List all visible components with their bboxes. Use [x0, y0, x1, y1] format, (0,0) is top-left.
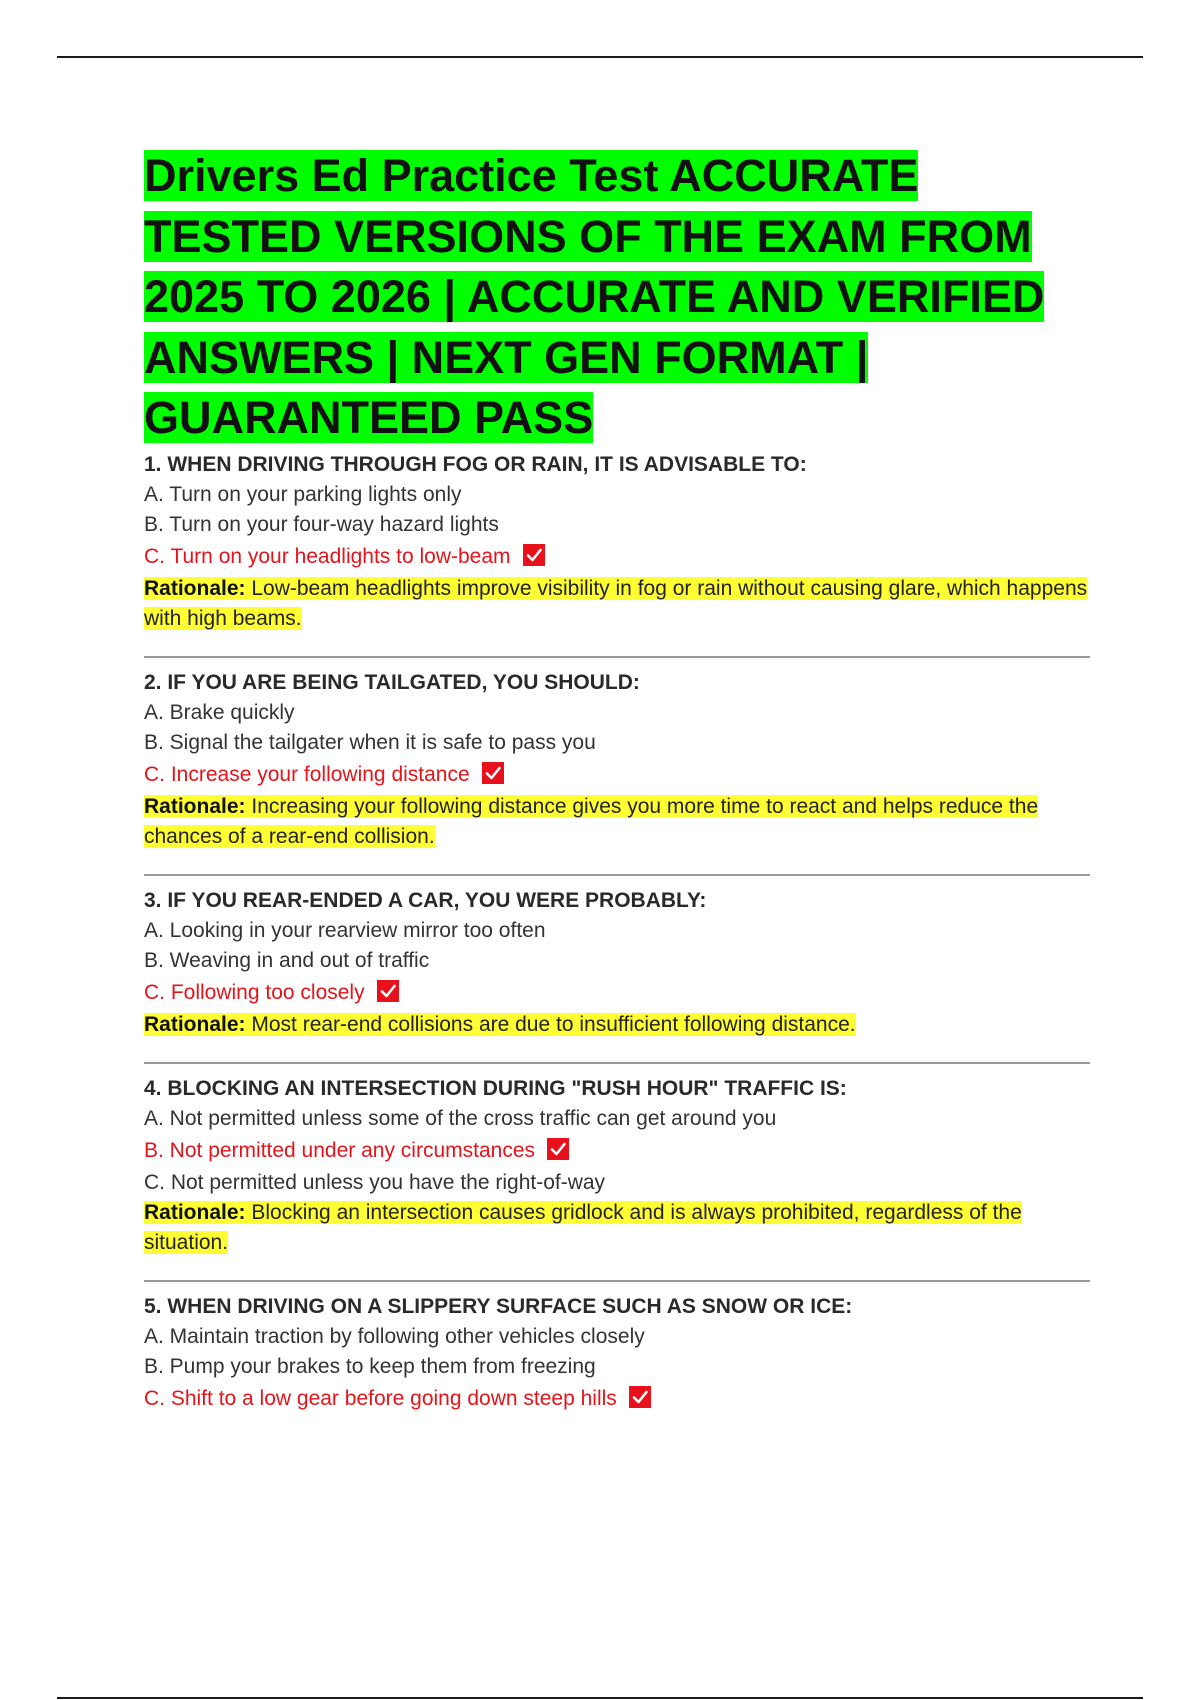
document-body — [144, 146, 1090, 1416]
answer-option-b: B. Signal the tailgater when it is safe to pass you — [144, 730, 596, 754]
correct-answer-text: C. Shift to a low gear before going down steep hills — [144, 1386, 617, 1410]
checkmark-icon — [629, 1386, 651, 1408]
answer-option-b: B. Pump your brakes to keep them from freezing — [144, 1354, 596, 1378]
correct-answer-text: C. Increase your following distance — [144, 762, 470, 786]
question-heading: 5. WHEN DRIVING ON A SLIPPERY SURFACE SUCH AS SNOW OR ICE: — [144, 1294, 853, 1318]
question-divider — [144, 656, 1090, 658]
question-3 — [144, 886, 1090, 1040]
checkmark-icon — [523, 544, 545, 566]
rationale — [144, 792, 1090, 852]
correct-answer-option — [144, 1134, 1090, 1168]
correct-answer-option — [144, 540, 1090, 574]
rationale — [144, 1010, 1090, 1040]
question-4 — [144, 1074, 1090, 1258]
question-5 — [144, 1292, 1090, 1416]
answer-option-a: A. Looking in your rearview mirror too often — [144, 918, 546, 942]
question-heading: 4. BLOCKING AN INTERSECTION DURING "RUSH HOUR" TRAFFIC IS: — [144, 1076, 847, 1100]
correct-answer-text: C. Turn on your headlights to low-beam — [144, 544, 511, 568]
rationale-text: Low-beam headlights improve visibility in fog or rain without causing glare, which happens with high beams. — [144, 576, 1088, 630]
rationale-text: Increasing your following distance gives you more time to react and helps reduce the chances of a rear-end collision. — [144, 794, 1039, 848]
document-title-text: Drivers Ed Practice Test ACCURATE TESTED VERSIONS OF THE EXAM FROM 2025 TO 2026 | ACCURATE AND VERIFIED ANSWERS | NEXT GEN FORMAT | GUARANTEED PASS — [144, 150, 1045, 443]
question-divider — [144, 1062, 1090, 1064]
rationale-label: Rationale: — [144, 794, 246, 818]
header-rule — [57, 56, 1143, 58]
rationale — [144, 574, 1090, 634]
correct-answer-text: B. Not permitted under any circumstances — [144, 1138, 536, 1162]
correct-answer-option — [144, 976, 1090, 1010]
correct-answer-option — [144, 1382, 1090, 1416]
question-heading: 2. IF YOU ARE BEING TAILGATED, YOU SHOULD: — [144, 670, 640, 694]
answer-option-b: B. Turn on your four-way hazard lights — [144, 512, 499, 536]
rationale-label: Rationale: — [144, 1012, 246, 1036]
rationale-label: Rationale: — [144, 1200, 246, 1224]
rationale-text: Blocking an intersection causes gridlock and is always prohibited, regardless of the situation. — [144, 1200, 1022, 1254]
checkmark-icon — [377, 980, 399, 1002]
answer-option-a: A. Brake quickly — [144, 700, 295, 724]
correct-answer-text: C. Following too closely — [144, 980, 365, 1004]
answer-option-a: A. Not permitted unless some of the cross traffic can get around you — [144, 1106, 777, 1130]
correct-answer-option — [144, 758, 1090, 792]
answer-option-b: B. Weaving in and out of traffic — [144, 948, 430, 972]
rationale-label: Rationale: — [144, 576, 246, 600]
checkmark-icon — [547, 1138, 569, 1160]
answer-option-a: A. Maintain traction by following other vehicles closely — [144, 1324, 645, 1348]
question-heading: 3. IF YOU REAR-ENDED A CAR, YOU WERE PROBABLY: — [144, 888, 707, 912]
question-divider — [144, 874, 1090, 876]
rationale — [144, 1198, 1090, 1258]
question-2 — [144, 668, 1090, 852]
rationale-text: Most rear-end collisions are due to insufficient following distance. — [251, 1012, 856, 1036]
checkmark-icon — [482, 762, 504, 784]
question-heading: 1. WHEN DRIVING THROUGH FOG OR RAIN, IT IS ADVISABLE TO: — [144, 452, 807, 476]
question-divider — [144, 1280, 1090, 1282]
footer-rule — [57, 1697, 1143, 1699]
answer-option-a: A. Turn on your parking lights only — [144, 482, 462, 506]
document-title — [144, 146, 1090, 449]
answer-option-c: C. Not permitted unless you have the right-of-way — [144, 1170, 606, 1194]
question-1 — [144, 450, 1090, 634]
